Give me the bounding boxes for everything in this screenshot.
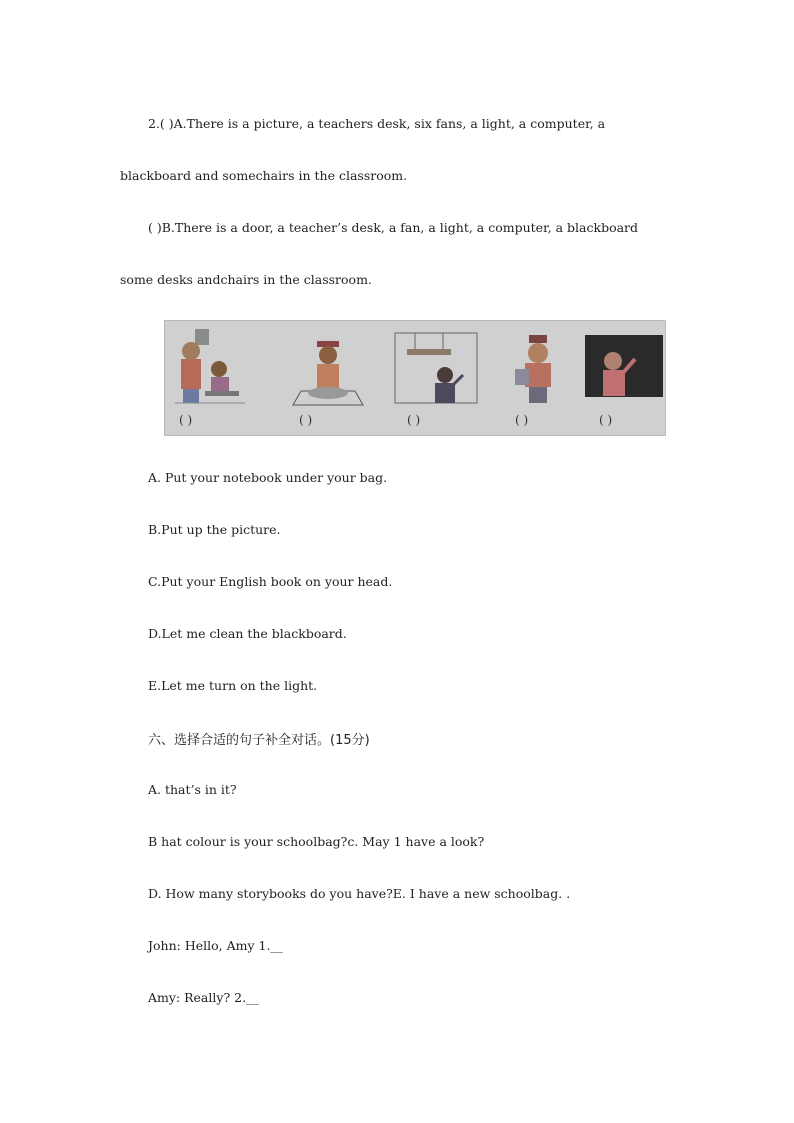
q2-option-b-line1: ( )B.There is a door, a teacher’s desk, a fan, a light, a computer, a blackboard [148,220,639,235]
answer-paren-5: ( ) [599,413,613,427]
answer-paren-3: ( ) [407,413,421,427]
q2-option-a-line1: 2.( )A.There is a picture, a teachers desk, six fans, a light, a computer, a [148,116,606,131]
option-a: A. Put your notebook under your bag. [148,470,388,485]
option-d: D.Let me clean the blackboard. [148,626,347,641]
section-6-choice-d-e: D. How many storybooks do you have?E. I have a new schoolbag. . [148,886,571,901]
answer-paren-1: ( ) [179,413,193,427]
picture-panel-1 [165,321,255,435]
q2-option-a-line2: blackboard and somechairs in the classroom. [120,168,408,183]
section-6-choice-a: A. that’s in it? [148,782,237,797]
answer-paren-4: ( ) [515,413,529,427]
dialogue-line-1: John: Hello, Amy 1.__ [148,938,283,953]
q2-option-b-line2: some desks andchairs in the classroom. [120,272,372,287]
dialogue-line-2: Amy: Really? 2.__ [148,990,259,1005]
picture-panel-2 [285,321,375,435]
option-e: E.Let me turn on the light. [148,678,318,693]
picture-matching-photo [164,320,666,436]
option-c: C.Put your English book on your head. [148,574,393,589]
section-6-choice-b-c: B hat colour is your schoolbag?c. May 1 have a look? [148,834,485,849]
picture-panel-4 [505,321,575,435]
picture-panel-3 [393,321,483,435]
picture-panel-5 [583,321,666,435]
answer-paren-2: ( ) [299,413,313,427]
section-6-heading: 六、选择合适的句子补全对话。(15分) [148,733,370,748]
option-b: B.Put up the picture. [148,522,281,537]
clean-blackboard-illustration [583,321,666,436]
